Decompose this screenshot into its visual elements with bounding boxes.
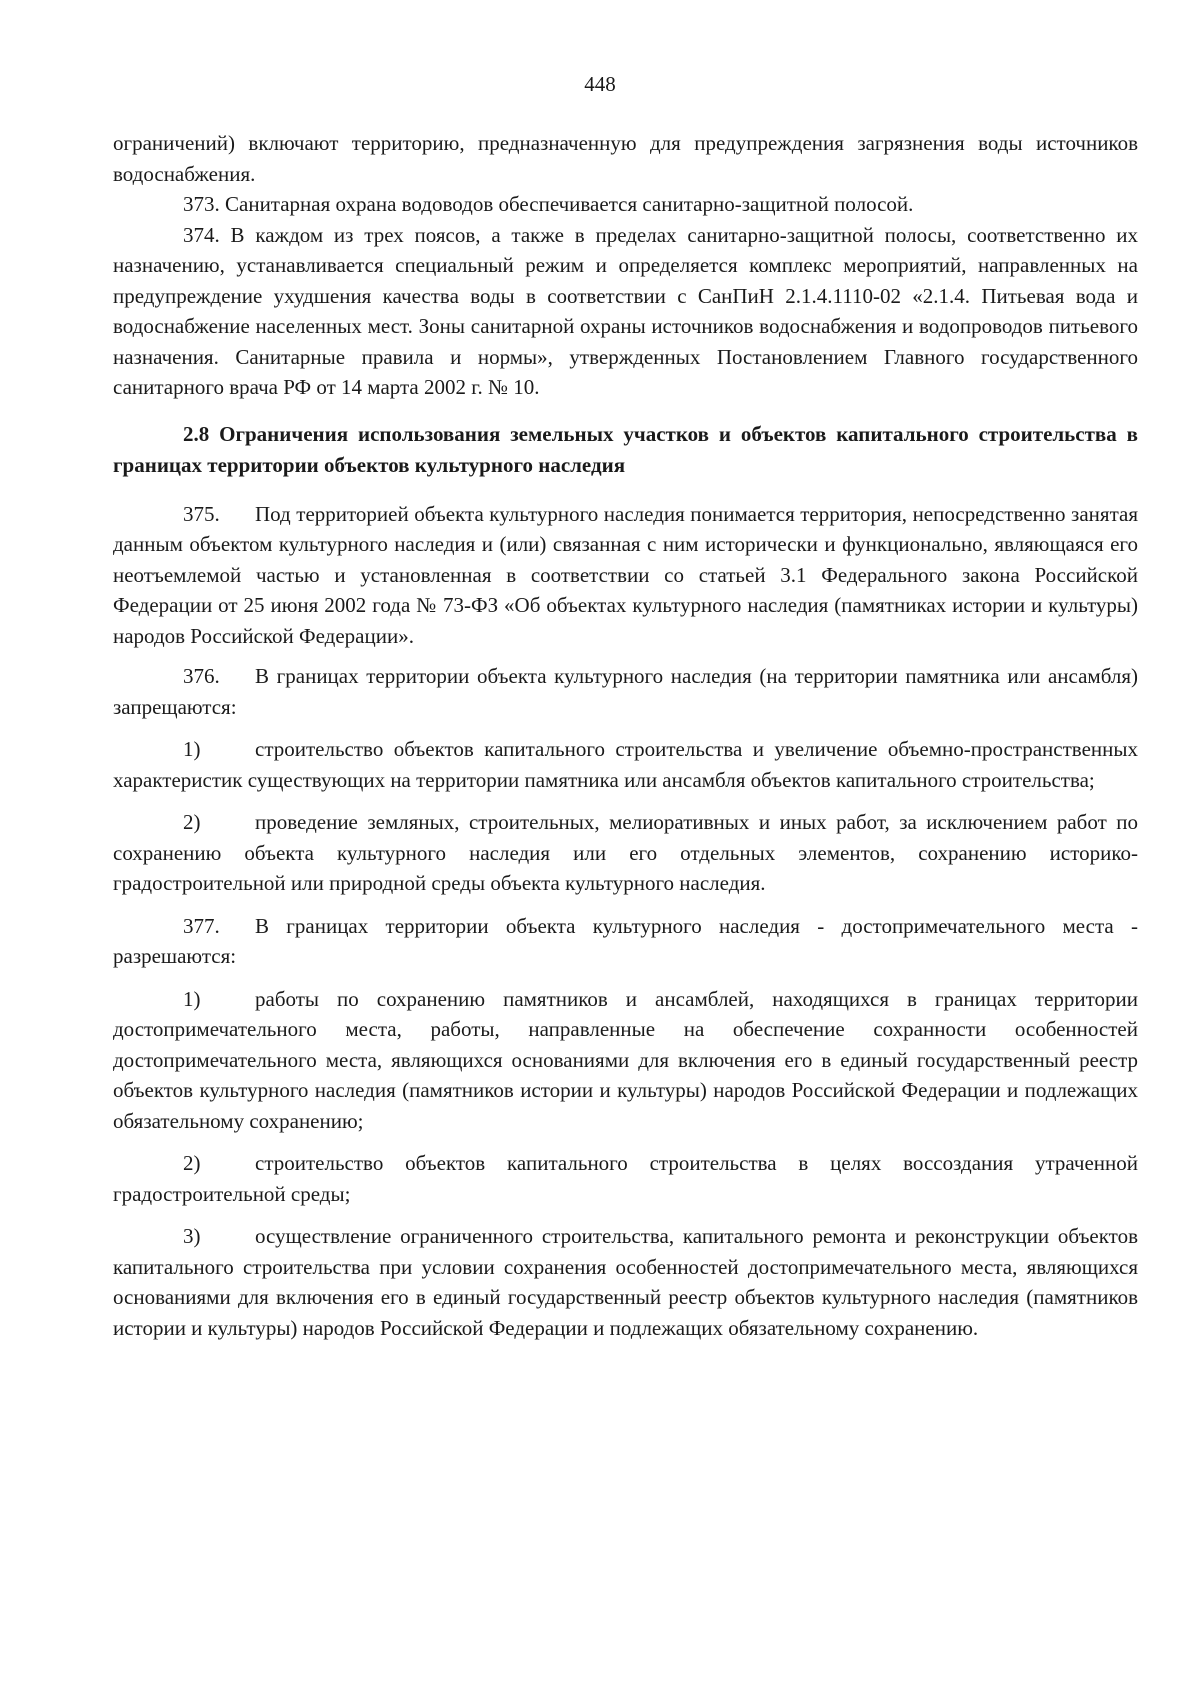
- list-item-text: работы по сохранению памятников и ансамблей, находящихся в границах территории достопримечательного места, работы, направленные на обеспечение сохранности особенностей достопримечательного места, являющихся основаниями для включения его в единый государственный реестр объектов культурного наследия (памятников истории и культуры) народов Российской Федерации и подлежащих обязательному сохранению;: [113, 986, 1138, 1133]
- list-item-number: 2): [183, 1151, 201, 1175]
- paragraph-text: Под территорией объекта культурного наследия понимается территория, непосредственно занятая данным объектом культурного наследия и (или) связанная с ним исторически и функционально, являющаяся его неотъемлемой частью и установленная в соответствии со статьей 3.1 Федерального закона Российской Федерации от 25 июня 2002 года № 73-ФЗ «Об объектах культурного наследия (памятниках истории и культуры) народов Российской Федерации».: [113, 501, 1138, 648]
- list-item-377-1: [113, 984, 1138, 1137]
- paragraph-number: 376.: [183, 664, 220, 688]
- list-item-text: строительство объектов капитального строительства в целях воссоздания утраченной градостроительной среды;: [113, 1151, 1138, 1206]
- paragraph-number: 375.: [183, 501, 220, 526]
- list-item-number: 2): [183, 810, 201, 834]
- section-heading: 2.8 Ограничения использования земельных участков и объектов капитального строительства в границах территории объектов культурного наследия: [113, 421, 1138, 477]
- list-item-number: 1): [183, 737, 201, 761]
- paragraph-continuation: [113, 128, 1138, 189]
- paragraph-374: [113, 220, 1138, 403]
- list-item-377-2: [113, 1148, 1138, 1209]
- page-number: 448: [584, 72, 616, 96]
- paragraph-text: В границах территории объекта культурного наследия (на территории памятника или ансамбля) запрещаются:: [113, 664, 1138, 719]
- list-item-number: 3): [183, 1224, 201, 1248]
- paragraph-text: Санитарная охрана водоводов обеспечивается санитарно-защитной полосой.: [225, 192, 914, 216]
- list-item-376-1: [113, 734, 1138, 795]
- paragraph-number: 374.: [183, 222, 220, 247]
- list-item-376-2: [113, 807, 1138, 899]
- paragraph-text: В границах территории объекта культурного наследия - достопримечательного места - разрешаются:: [113, 913, 1138, 968]
- list-item-text: проведение земляных, строительных, мелиоративных и иных работ, за исключением работ по сохранению объекта культурного наследия или его отдельных элементов, сохранению историко-градостроительной или природной среды объекта культурного наследия.: [113, 810, 1138, 895]
- paragraph-373: [113, 189, 1138, 220]
- list-item-number: 1): [183, 986, 201, 1011]
- paragraph-376: [113, 661, 1138, 722]
- list-item-text: строительство объектов капитального строительства и увеличение объемно-пространственных характеристик существующих на территории памятника или ансамбля объектов капитального строительства;: [113, 737, 1138, 792]
- paragraph-375: [113, 499, 1138, 652]
- paragraph-text: ограничений) включают территорию, предназначенную для предупреждения загрязнения воды источников водоснабжения.: [113, 131, 1138, 186]
- list-item-377-3: [113, 1221, 1138, 1343]
- paragraph-377: [113, 911, 1138, 972]
- paragraph-number: 373.: [183, 192, 220, 216]
- document-body: [113, 128, 1138, 1343]
- paragraph-number: 377.: [183, 913, 220, 938]
- paragraph-text: В каждом из трех поясов, а также в пределах санитарно-защитной полосы, соответственно их назначению, устанавливается специальный режим и определяется комплекс мероприятий, направленных на предупреждение ухудшения качества воды в соответствии с СанПиН 2.1.4.1110-02 «2.1.4. Питьевая вода и водоснабжение населенных мест. Зоны санитарной охраны источников водоснабжения и водопроводов питьевого назначения. Санитарные правила и нормы», утвержденных Постановлением Главного государственного санитарного врача РФ от 14 марта 2002 г. № 10.: [113, 222, 1138, 399]
- list-item-text: осуществление ограниченного строительства, капитального ремонта и реконструкции объектов капитального строительства при условии сохранения особенностей достопримечательного места, являющихся основаниями для включения его в единый государственный реестр объектов культурного наследия (памятников истории и культуры) народов Российской Федерации и подлежащих обязательному сохранению.: [113, 1224, 1138, 1340]
